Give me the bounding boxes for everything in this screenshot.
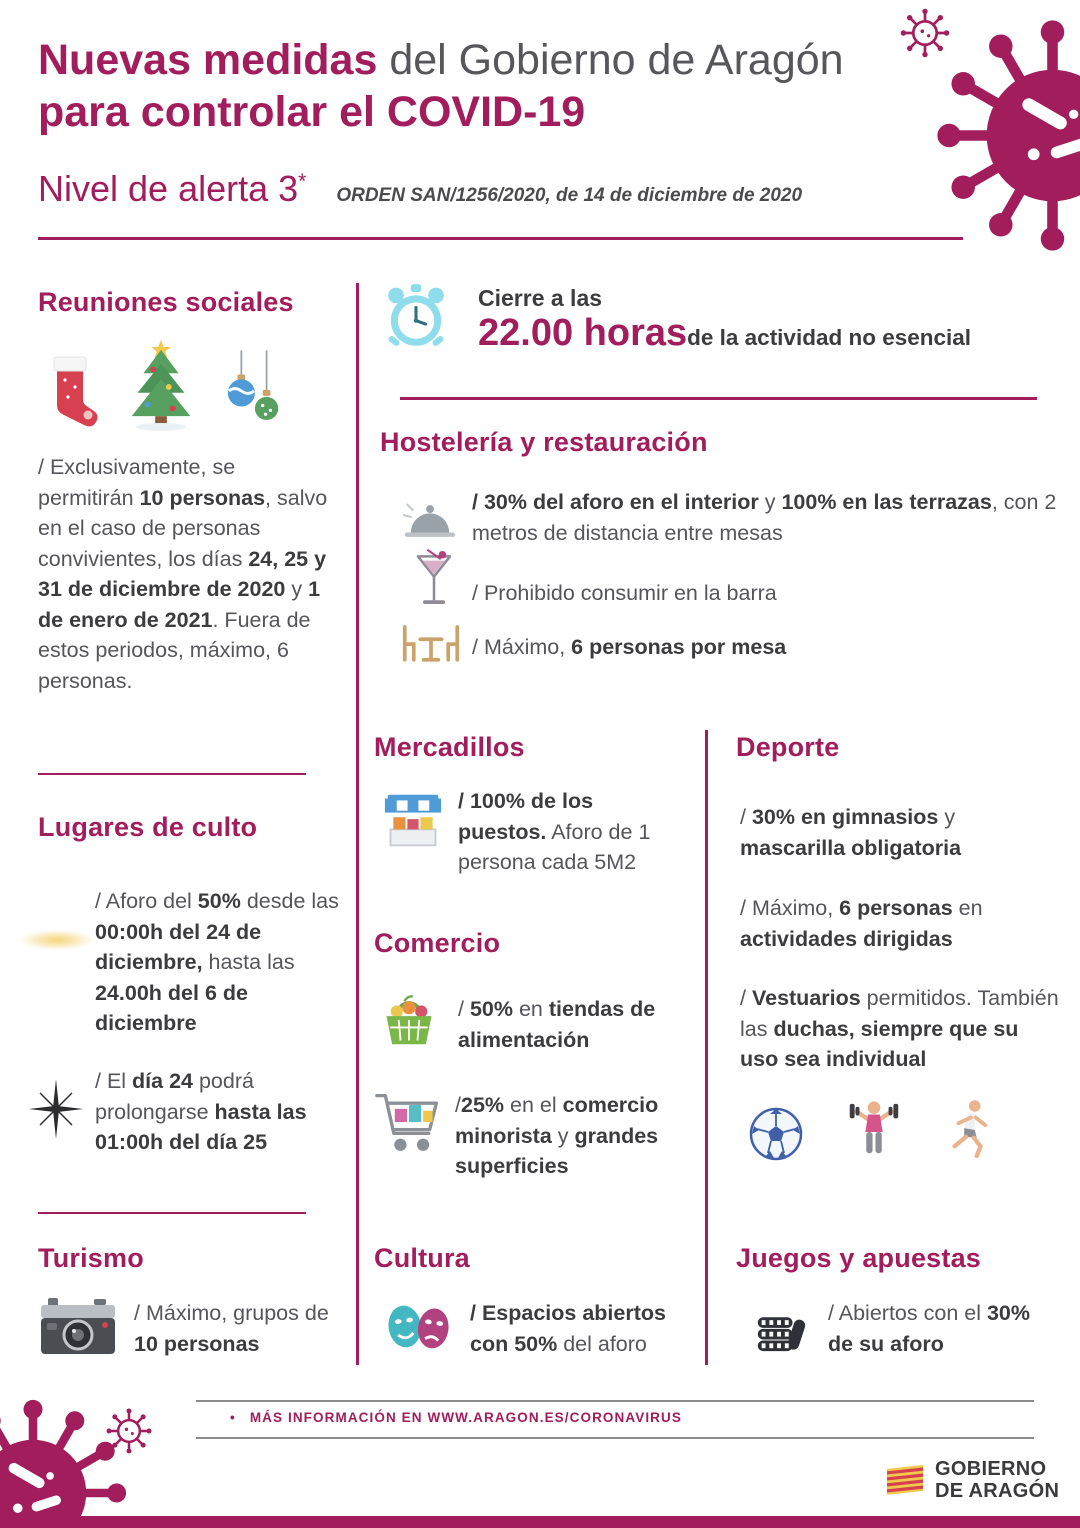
shopping-cart-icon [374,1088,442,1158]
alert-level [38,168,306,210]
text-segment: Vestuarios [751,986,861,1010]
section-heading-turismo: Turismo [38,1243,144,1273]
text-segment: permitidos. También las [740,986,1059,1041]
page-title [38,34,918,139]
aragon-flag-icon [884,1462,926,1498]
text-segment: 10 personas [139,485,266,510]
virus-outline-icon-bottom [104,1406,154,1456]
weightlifter-icon [846,1098,902,1162]
text-segment: / [455,1093,461,1117]
text-segment: 25% [460,1093,505,1117]
christmas-tree-icon [122,336,200,432]
culto-text-2 [95,1066,335,1158]
camera-icon [38,1295,118,1359]
turismo-text [134,1298,334,1359]
table-chairs-icon [398,622,464,663]
text-segment: / Máximo, grupos de [134,1301,329,1325]
section-heading-juegos: Juegos y apuestas [736,1243,982,1273]
deporte-text-1 [740,802,1035,863]
logo-text-line2: DE ARAGÓN [935,1480,1060,1503]
reuniones-text [38,452,330,696]
hosteleria-text-3 [472,632,1032,663]
text-segment: tiendas de alimentación [458,997,656,1052]
comercio-text-2 [455,1090,700,1182]
text-segment: 50% [469,997,513,1021]
closure-prefix: Cierre a las [478,285,603,311]
logo-text [935,1458,1059,1503]
text-segment: 6 personas por mesa [571,635,787,659]
text-segment: / [740,986,752,1010]
footer-bullet: • [230,1410,236,1425]
left-divider-1 [38,773,306,775]
text-segment: del aforo [557,1331,647,1356]
section-heading-mercadillos: Mercadillos [374,732,525,762]
left-divider-2 [38,1212,306,1214]
hosteleria-text-2 [472,578,1032,609]
section-heading-culto: Lugares de culto [38,812,258,842]
text-segment: podrá prolongarse [95,1069,254,1124]
sport-icons-row [748,1098,994,1162]
text-segment: en el [504,1093,563,1117]
theater-masks-icon [380,1296,458,1355]
text-segment: hasta las [202,950,295,975]
text-segment: día 24 [132,1069,193,1093]
christmas-icons-row [42,336,284,432]
title-accent-1: Nuevas medidas [38,36,378,84]
section-heading-reuniones: Reuniones sociales [38,287,294,317]
hosteleria-text-1 [472,487,1057,548]
text-segment: , con 2 metros de distancia entre mesas [472,490,1057,545]
text-segment: 6 personas [839,896,953,920]
text-segment: 00:00h del 24 de diciembre, [95,919,262,975]
runner-icon [944,1098,994,1162]
text-segment: / 30% del aforo en el interior [472,490,759,514]
text-segment: en [952,896,983,920]
footer-info-prefix: MÁS INFORMACIÓN EN [249,1410,428,1425]
text-segment: 100% en las terrazas [781,490,992,514]
ornaments-icon [222,350,284,432]
text-segment: / Prohibido consumir en la barra [472,581,777,605]
text-segment: / [740,805,752,829]
text-segment: / Abiertos con el [828,1301,987,1325]
section-heading-hosteleria: Hostelería y restauración [380,427,708,457]
text-segment: 30% de su aforo [828,1301,1030,1356]
text-segment: Aforo de 1 persona cada 5M2 [458,819,651,875]
footer-divider-bottom [196,1437,1034,1439]
text-segment: y [285,577,309,602]
comercio-text-1 [458,994,693,1055]
poker-chips-icon [752,1294,808,1356]
virus-icon-top-right [935,18,1080,253]
candle-glow-icon [20,930,94,950]
market-stall-icon [382,792,444,850]
text-segment: grandes superficies [455,1123,659,1179]
text-segment: / El [95,1069,133,1093]
text-segment: y [551,1123,575,1148]
vertical-divider-left [356,283,359,1365]
deporte-text-3 [740,983,1060,1075]
mercadillos-text [458,786,673,878]
text-segment: / Espacios abiertos con 50% [470,1301,666,1356]
juegos-text [828,1298,1033,1359]
footer-divider-top [196,1400,1034,1402]
closure-suffix: de la actividad no esencial [687,325,972,350]
cocktail-icon [412,548,456,612]
star-icon [25,1078,87,1140]
cultura-text [470,1298,700,1359]
bottom-accent-bar [0,1516,1080,1528]
text-segment: . Fuera de estos periodos, máximo, 6 personas. [38,607,311,693]
section-heading-cultura: Cultura [374,1243,470,1273]
text-segment: 24, 25 y 31 de diciembre de 2020 [38,546,327,602]
text-segment: / Aforo del [95,889,198,913]
text-segment: actividades dirigidas [740,926,953,951]
text-segment: / Exclusivamente, se permitirán [38,455,236,510]
text-segment: y [938,805,956,829]
title-accent-2: para controlar el COVID-19 [38,88,586,137]
text-segment: duchas, siempre que su uso sea individual [740,1016,1019,1072]
footer-info-url: WWW.ARAGON.ES/CORONAVIRUS [427,1410,682,1425]
alert-row [38,168,802,210]
logo-text-line1: GOBIERNO [935,1458,1047,1480]
text-segment: mascarilla obligatoria [740,835,962,860]
text-segment: 10 personas [134,1331,260,1356]
soccer-ball-icon [748,1106,804,1162]
text-segment: hasta las 01:00h del día 25 [95,1099,307,1155]
order-reference: ORDEN SAN/1256/2020, de 14 de diciembre de 2020 [336,185,803,206]
text-segment: / [458,997,470,1021]
christmas-stocking-icon [42,352,100,432]
alarm-clock-icon [383,282,449,354]
alert-level-text: Nivel de alerta 3 [38,168,299,209]
text-segment: 50% [197,889,241,913]
text-segment: / Máximo, [472,635,572,659]
culto-text-1 [95,886,339,1039]
text-segment: 24.00h del 6 de diciembre [95,980,248,1036]
footer-info [230,1410,682,1425]
text-segment: 1 de enero de 2021 [38,577,321,632]
grocery-basket-icon [378,988,440,1048]
cloche-icon [402,496,458,543]
closure-line [478,312,971,355]
text-segment: , salvo en el caso de personas convivientes, los días [38,485,328,571]
deporte-text-2 [740,893,1040,954]
header-divider [38,237,963,240]
alert-asterisk: * [298,170,307,193]
vertical-divider-middle [705,730,708,1365]
closure-divider [400,397,1037,400]
text-segment: 30% en gimnasios [751,805,939,829]
text-segment: en [513,997,549,1021]
text-segment: / Máximo, [740,896,840,920]
text-segment: comercio minorista [455,1093,659,1148]
section-heading-deporte: Deporte [736,732,840,762]
title-plain: del Gobierno de Aragón [377,36,844,84]
section-heading-comercio: Comercio [374,928,501,958]
closure-time: 22.00 horas [478,312,688,354]
gobierno-aragon-logo [884,1458,1059,1503]
text-segment: desde las [240,889,339,913]
text-segment: / 100% de los puestos. [458,789,594,844]
text-segment: y [758,490,782,514]
